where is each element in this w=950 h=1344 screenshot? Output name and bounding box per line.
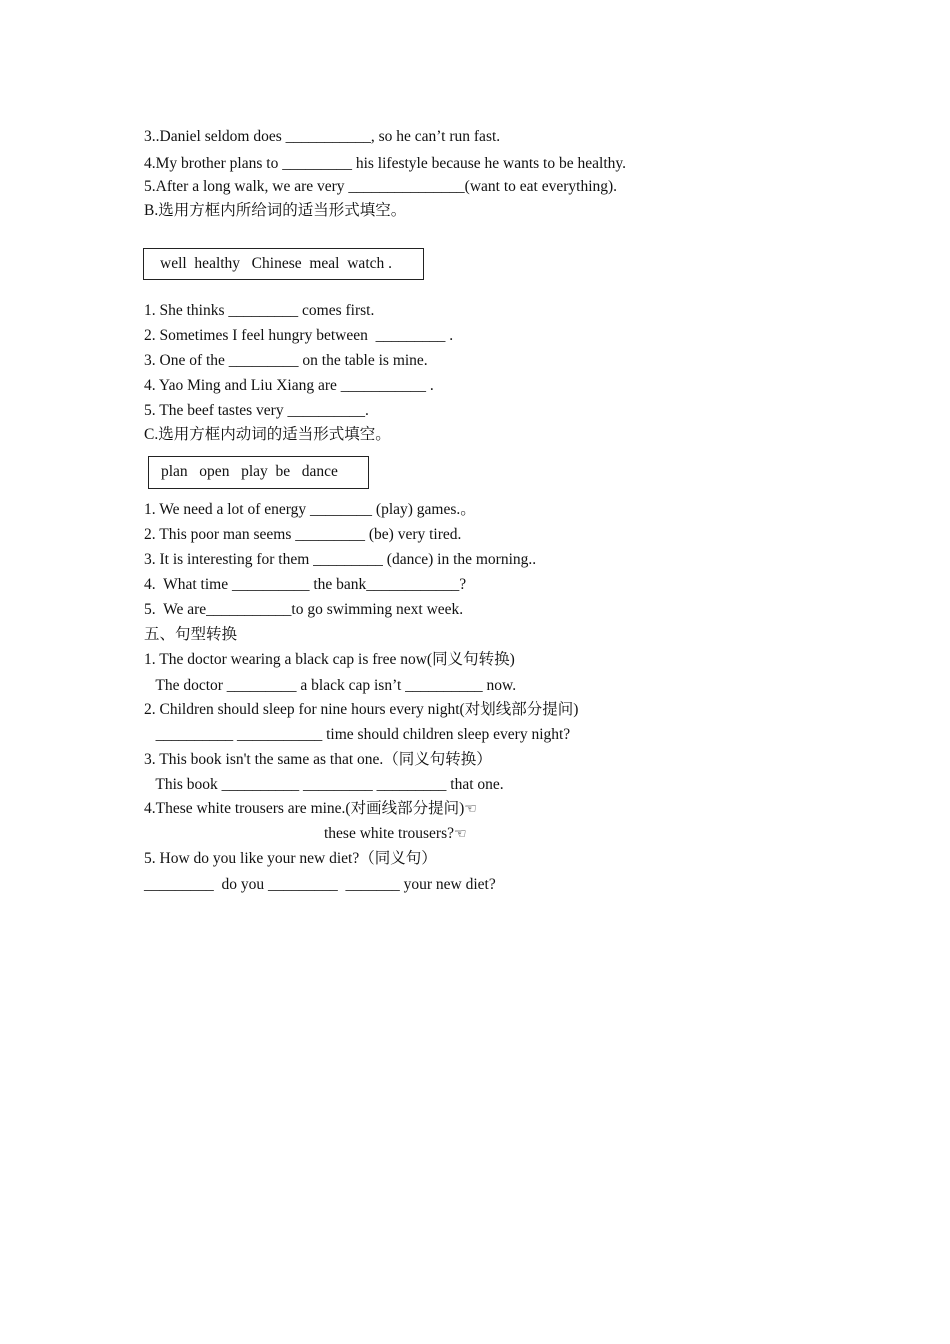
transform-2: 2. Children should sleep for nine hours every night(对划线部分提问) xyxy=(144,701,579,718)
question-a5: 5.After a long walk, we are very _______________(want to eat everything). xyxy=(144,178,618,195)
transform-5-answer: _________ do you _________ _______ your new diet? xyxy=(144,876,496,893)
question-a4-start: 4.My brother plans to xyxy=(144,155,283,172)
transform-4-answer xyxy=(324,824,467,844)
question-a4-end: his lifestyle because he wants to be healthy. xyxy=(351,155,626,172)
section-c-word-box: plan open play be dance xyxy=(148,456,369,489)
transform-2-answer: __________ ___________ time should children sleep every night? xyxy=(144,726,571,743)
question-c3: 3. It is interesting for them _________ (dance) in the morning.. xyxy=(144,551,537,568)
transform-1-answer: The doctor _________ a black cap isn’t __________ now. xyxy=(144,677,517,694)
question-b1: 1. She thinks _________ comes first. xyxy=(144,302,375,319)
question-a3: 3..Daniel seldom does ___________, so he can’t run fast. xyxy=(144,128,501,145)
question-b5: 5. The beef tastes very __________. xyxy=(144,402,369,419)
section-b-word-box: well healthy Chinese meal watch . xyxy=(143,248,424,280)
transform-4 xyxy=(144,799,477,819)
question-a4-blank[interactable]: _________ xyxy=(282,155,352,172)
transform-4-text: 4.These white trousers are mine.(对画线部分提问) xyxy=(144,800,465,817)
transform-5: 5. How do you like your new diet?（同义句） xyxy=(144,850,437,867)
transform-1: 1. The doctor wearing a black cap is free now(同义句转换) xyxy=(144,651,515,668)
section-b-heading: B.选用方框内所给词的适当形式填空。 xyxy=(144,202,407,219)
transform-3-answer: This book __________ _________ _________ that one. xyxy=(144,776,504,793)
question-b2: 2. Sometimes I feel hungry between _________ . xyxy=(144,327,454,344)
question-c4: 4. What time __________ the bank____________? xyxy=(144,576,467,593)
question-a4 xyxy=(144,154,626,174)
transform-4-answer-text: these white trousers? xyxy=(324,825,454,842)
question-c1: 1. We need a lot of energy ________ (play) games.。 xyxy=(144,501,476,518)
question-c5: 5. We are___________to go swimming next week. xyxy=(144,601,464,618)
question-c2: 2. This poor man seems _________ (be) very tired. xyxy=(144,526,462,543)
section-5-heading: 五、句型转换 xyxy=(144,626,238,643)
transform-3: 3. This book isn't the same as that one.（同义句转换） xyxy=(144,751,492,768)
section-c-heading: C.选用方框内动词的适当形式填空。 xyxy=(144,426,391,443)
question-b3: 3. One of the _________ on the table is mine. xyxy=(144,352,428,369)
pointing-hand-icon: ☜ xyxy=(464,801,477,817)
question-b4: 4. Yao Ming and Liu Xiang are ___________ . xyxy=(144,377,434,394)
pointing-hand-icon-2: ☜ xyxy=(454,826,467,842)
